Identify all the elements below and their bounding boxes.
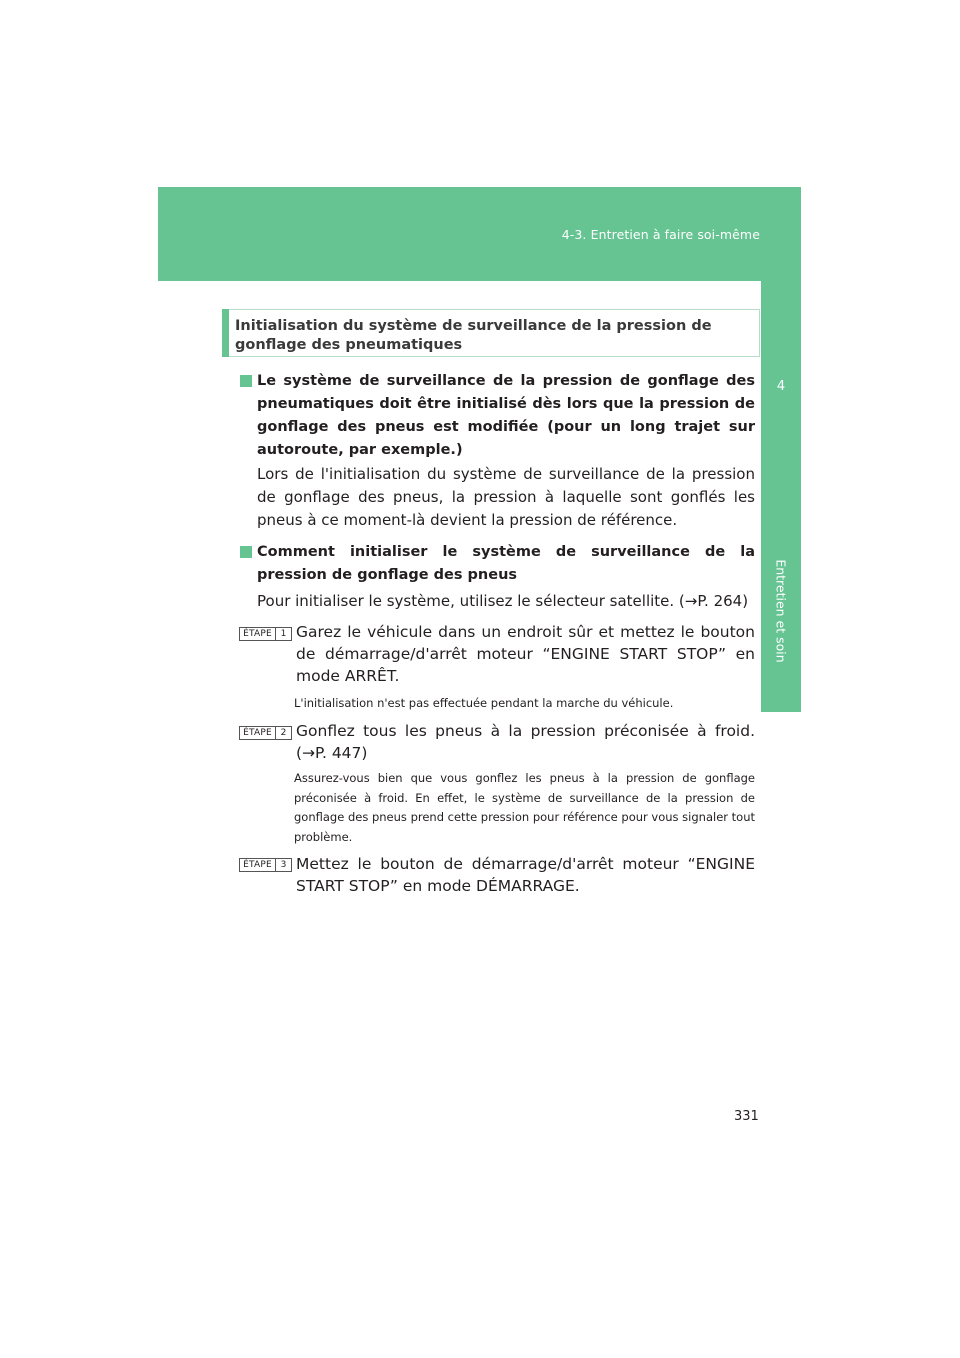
step-note: Assurez-vous bien que vous gonflez les pneus à la pression de gonflage préconisée à froid. En effet, le système de surveillance de la pression de gonflage des pneus prend cette pression pour référence pour vous signaler tout problème.	[294, 771, 755, 844]
item-heading: Comment initialiser le système de surveillance de la pression de gonflage des pneus	[257, 544, 755, 583]
step-label: ÉTAPE	[243, 728, 272, 738]
step-text: Gonflez tous les pneus à la pression préconisée à froid. (→P. 447)	[296, 722, 755, 762]
step-label: ÉTAPE	[243, 629, 272, 639]
step-text: Garez le véhicule dans un endroit sûr et mettez le bouton de démarrage/d'arrêt moteur “ENGINE START STOP” en mode ARRÊT.	[296, 623, 755, 685]
chapter-title: Entretien et soin	[773, 559, 789, 663]
step-badge	[239, 726, 292, 740]
section-title: Initialisation du système de surveillance de la pression de gonflage des pneumatiques	[235, 318, 712, 353]
step-badge	[239, 627, 292, 641]
step-text: Mettez le bouton de démarrage/d'arrêt moteur “ENGINE START STOP” en mode DÉMARRAGE.	[296, 855, 755, 895]
section-breadcrumb: 4-3. Entretien à faire soi-même	[561, 227, 760, 242]
square-bullet-icon	[240, 375, 252, 387]
chapter-header-band	[158, 187, 801, 281]
page-number: 331	[734, 1109, 759, 1124]
step-number: 1	[275, 628, 291, 640]
square-bullet-icon	[240, 546, 252, 558]
section-accent-bar	[222, 309, 229, 357]
item-body: Pour initialiser le système, utilisez le sélecteur satellite. (→P. 264)	[257, 592, 749, 610]
section-title-box	[222, 309, 760, 357]
item-heading: Le système de surveillance de la pression de gonflage des pneumatiques doit être initialisé dès lors que la pression de gonflage des pneus est modifiée (pour un long trajet sur autoroute, par exemple.)	[257, 373, 755, 458]
chapter-side-tab	[761, 281, 801, 712]
step-badge	[239, 858, 292, 872]
chapter-number: 4	[776, 379, 786, 394]
step-number: 3	[275, 859, 291, 871]
step-number: 2	[275, 727, 291, 739]
step-label: ÉTAPE	[243, 860, 272, 870]
step-note: L'initialisation n'est pas effectuée pendant la marche du véhicule.	[294, 696, 674, 710]
item-body: Lors de l'initialisation du système de surveillance de la pression de gonflage des pneus, la pression à laquelle sont gonflés les pneus à ce moment-là devient la pression de référence.	[257, 465, 755, 529]
